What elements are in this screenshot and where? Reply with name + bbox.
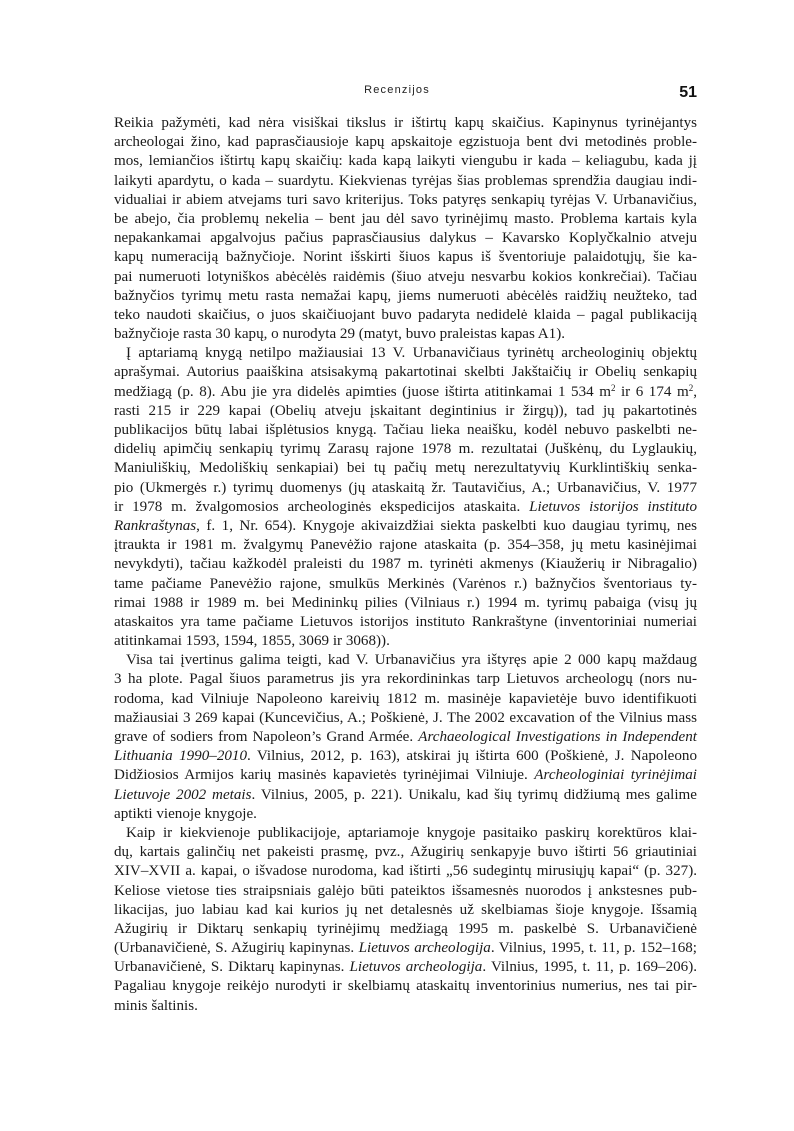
text-run: Į aptariamą knygą netilpo mažiausiai 13 V. Urbanavičiaus tyrinėtų archeologinių objektų — [126, 345, 697, 362]
text-run: atitinkamai 1593, 1594, 1855, 3069 ir 3068)). — [114, 633, 390, 650]
text-line — [114, 172, 697, 191]
text-line — [114, 670, 697, 689]
text-run: nevykdyti), tačiau kažkodėl praleisti du 1987 m. tyrinėti akmenys (Kiaužerių ir Nibragalio) — [114, 556, 697, 573]
text-line — [114, 287, 697, 306]
text-line — [114, 498, 697, 517]
text-line — [114, 843, 697, 862]
paragraph — [114, 344, 697, 651]
text-run: be abejo, čia problemų nekelia – bent jau dėl savo tyrinėjimų masto. Problema kartais kyla — [114, 210, 697, 227]
paragraph — [114, 651, 697, 824]
text-line — [114, 901, 697, 920]
text-run: Didžiosios Armijos karių masinės kapavietės tyrinėjimai Vilniuje. — [114, 767, 535, 784]
text-run: Maniuliškių, Medoliškių senkapiai) bei tų pačių metų nerezultatyvių Kurklintiškių senka- — [114, 460, 697, 477]
text-line — [114, 882, 697, 901]
text-line — [114, 594, 697, 613]
text-line — [114, 805, 697, 824]
text-run: bažnyčioje rasta 30 kapų, o nurodyta 29 (matyt, buvo praleistas kapas A1). — [114, 326, 566, 343]
text-line — [114, 747, 697, 766]
text-run: didelių apimčių senkapių tyrimų Zarasų rajone 1978 m. rezultatai (Juškėnų, du Lyglaukių, — [114, 441, 697, 458]
text-line — [114, 824, 697, 843]
text-run: pai numeruoti lotyniškos abėcėlės raidėmis (šiuo atveju nesvarbu kokios konkrečiai). Tačiau — [114, 268, 697, 285]
text-run: publikacijos būtų labai išplėtusios knygą. Tačiau lieka neaišku, kodėl nebuvo paskelbti ne- — [114, 422, 697, 438]
text-line — [114, 766, 697, 785]
text-line — [114, 133, 697, 152]
text-line — [114, 613, 697, 632]
text-line — [114, 306, 697, 325]
text-line — [114, 210, 697, 229]
text-line — [114, 268, 697, 287]
text-run: Kaip ir kiekvienoje publikacijoje, aptariamoje knygoje pasitaiko paskirų korektūros klai- — [126, 824, 697, 841]
text-line — [114, 383, 697, 402]
superscript: 2 — [610, 382, 616, 393]
text-line — [114, 958, 697, 977]
italic-text: Archaeological Investigations in Independent — [418, 729, 697, 745]
text-run: įtraukta ir 1981 m. žvalgymų Panevėžio rajone ataskaita (p. 354–358, jų metu kasinėjimai — [114, 537, 697, 554]
superscript: 2 — [688, 382, 694, 393]
text-line — [114, 920, 697, 939]
text-line — [114, 421, 697, 440]
text-run: rimai 1988 ir 1989 m. bei Medininkų pilies (Vilniaus r.) 1994 m. tyrimų pabaiga (visų jų — [114, 594, 697, 611]
page-number: 51 — [679, 84, 697, 101]
text-run: minis šaltinis. — [114, 997, 198, 1014]
text-run: aptikti vienoje knygoje. — [114, 805, 257, 822]
text-run: kapų numeraciją bažnyčioje. Norint išskirti šiuos kapus iš šventoriuje palaidotųjų, šie ka- — [114, 249, 697, 266]
text-run: ataskaitos yra tame pačiame Lietuvos istorijos instituto Rankraštyne (inventoriniai numeriai — [114, 613, 697, 630]
text-run: Visa tai įvertinus galima teigti, kad V. Urbanavičius yra ištyręs apie 2 000 kapų maždaug — [126, 652, 697, 669]
text-run: ir 1978 m. žvalgomosios archeologinės ekspedicijos ataskaita. — [114, 498, 530, 515]
text-run: dų, kartais galinčių net pakeisti prasmę, pvz., Ažugirių senkapyje buvo ištirti 56 griautiniai — [114, 844, 697, 861]
text-run: XIV–XVII a. kapai, o išvadose nurodoma, kad ištirti „56 sudegintų mirusiųjų kapai“ (p. 327). — [114, 863, 697, 880]
text-line — [114, 191, 697, 210]
text-line — [114, 728, 697, 747]
text-line — [114, 939, 697, 958]
text-run: Reikia pažymėti, kad nėra visiškai tikslus ir ištirtų kapų skaičius. Kapinynus tyrinėjantys — [114, 115, 697, 131]
text-line — [114, 248, 697, 267]
text-line — [114, 517, 697, 536]
text-run: laikyti apardytu, o kada – suardytu. Kiekvienas tyrėjas šias problemas sprendžia daugiau indi- — [114, 172, 697, 189]
text-run: grave of sodiers from Napoleon’s Grand Armée. — [114, 729, 419, 745]
text-line — [114, 536, 697, 555]
text-line — [114, 555, 697, 574]
text-run: , f. 1, Nr. 654). Knygoje akivaizdžiai siekta paskelbti kuo daugiau tyrimų, nes — [196, 517, 697, 534]
text-line — [114, 575, 697, 594]
text-line — [114, 690, 697, 709]
text-run: nepakankamai apgalvojus pačius paprasčiausius dalykus – Kavarsko Koplyčkalnio atveju — [114, 230, 697, 247]
text-run: rodoma, kad Vilniuje Napoleono kareivių 1812 m. masinėje kapavietėje buvo identifikuoti — [114, 690, 697, 707]
text-line — [114, 114, 697, 133]
text-line — [114, 459, 697, 478]
paragraph — [114, 114, 697, 344]
text-line — [114, 402, 697, 421]
text-line — [114, 152, 697, 171]
italic-text: Lietuvoje 2002 metais — [114, 786, 252, 803]
text-run: aprašymai. Autorius paaiškina atsisakymą pakartotinai skelbti Jakštaičių ir Obelių senkapių — [114, 364, 697, 381]
text-run: likacijas, juo labiau kad kai kurios jų net detalesnės už skelbiamas šioje knygoje. Išsamią — [114, 901, 697, 918]
text-run: , — [693, 383, 697, 400]
text-line — [114, 632, 697, 651]
italic-text: Lietuvos archeologija — [358, 940, 491, 957]
text-run: . Vilnius, 2012, p. 163), atskirai jų ištirta 600 (Poškienė, J. Napoleono — [247, 748, 698, 765]
italic-text: Rankraštynas — [114, 517, 197, 534]
italic-text: Lietuvos archeologija — [349, 959, 483, 976]
text-run: vidualiai ir abiem atvejams turi savo kriterijus. Toks patyręs senkapių tyrėjas V. Urbanavičius, — [114, 191, 697, 208]
running-header-title: Recenzijos — [364, 84, 430, 96]
text-run: Keliose vietose ties straipsniais galėjo būti pateiktos išsamesnės nuorodos į ankstesnes pub- — [114, 882, 697, 899]
text-line — [114, 786, 697, 805]
text-run: (Urbanavičienė, S. Ažugirių kapinynas. — [114, 940, 359, 957]
text-run: rasti 215 ir 229 kapai (Obelių atveju įskaitant degintinius ir žirgų)), tad jų pakartotinės — [114, 402, 697, 419]
text-line — [114, 479, 697, 498]
text-run: mažiausiai 3 269 kapai (Kuncevičius, A.; Poškienė, J. The 2002 excavation of the Vilnius mass — [114, 709, 697, 726]
text-line — [114, 325, 697, 344]
text-run: Pagaliau knygoje reikėjo nurodyti ir skelbiamų ataskaitų inventorinius numerius, nes tai pir- — [114, 978, 697, 995]
text-line — [114, 977, 697, 996]
text-line — [114, 363, 697, 382]
paragraph — [114, 824, 697, 1016]
text-run: bažnyčios tyrimų metu rasta nemažai kapų, jiems numeruoti abėcėlės raidžių neužteko, tad — [114, 287, 697, 304]
text-line — [114, 344, 697, 363]
text-run: tame pačiame Panevėžio rajone, smulkūs Merkinės (Varėnos r.) bažnyčios šventoriaus ty- — [114, 575, 697, 592]
body-text — [114, 114, 697, 1016]
text-run: medžiagą (p. 8). Abu jie yra didelės apimties (juose ištirta atitinkamai 1 534 m — [114, 383, 611, 400]
text-line — [114, 651, 697, 670]
text-run: . Vilnius, 1995, t. 11, p. 152–168; — [490, 940, 697, 957]
text-run: teko naudoti skaičius, o juos skaičiuojant buvo padaryta nedidelė klaida – pagal publikaciją — [114, 306, 697, 323]
text-run: Ažugirių ir Diktarų senkapių tyrinėjimų medžiagą 1995 m. paskelbė S. Urbanavičienė — [114, 920, 697, 937]
text-run: Urbanavičienė, S. Diktarų kapinynas. — [114, 959, 350, 976]
italic-text: Lietuvos istorijos instituto — [529, 498, 697, 515]
text-run: 3 ha plote. Pagal šiuos parametrus jis yra rekordininkas tarp Lietuvos archeologų (nors nu- — [114, 671, 697, 688]
text-run: . Vilnius, 2005, p. 221). Unikalu, kad šių tyrimų didžiumą mes galime — [251, 786, 697, 803]
text-run: pio (Ukmergės r.) tyrimų duomenys (jų ataskaitą žr. Tautavičius, A.; Urbanavičius, V. 1977 — [114, 479, 697, 496]
italic-text: Archeologiniai tyrinėjimai — [534, 767, 697, 784]
text-run: mos, lemiančios ištirtų kapų skaičių: kada kapą laikyti viengubu ir kada – keliagubu, kada jį — [114, 153, 697, 170]
text-line — [114, 440, 697, 459]
text-line — [114, 862, 697, 881]
text-run: archeologai žino, kad paprasčiausioje kapų apskaitoje egzistuoja bent dvi metodinės proble- — [114, 134, 697, 151]
text-line — [114, 229, 697, 248]
text-line — [114, 997, 697, 1016]
italic-text: Lithuania 1990–2010 — [114, 748, 248, 765]
text-run: ir 6 174 m — [615, 383, 689, 400]
text-line — [114, 709, 697, 728]
text-run: . Vilnius, 1995, t. 11, p. 169–206). — [482, 959, 698, 976]
